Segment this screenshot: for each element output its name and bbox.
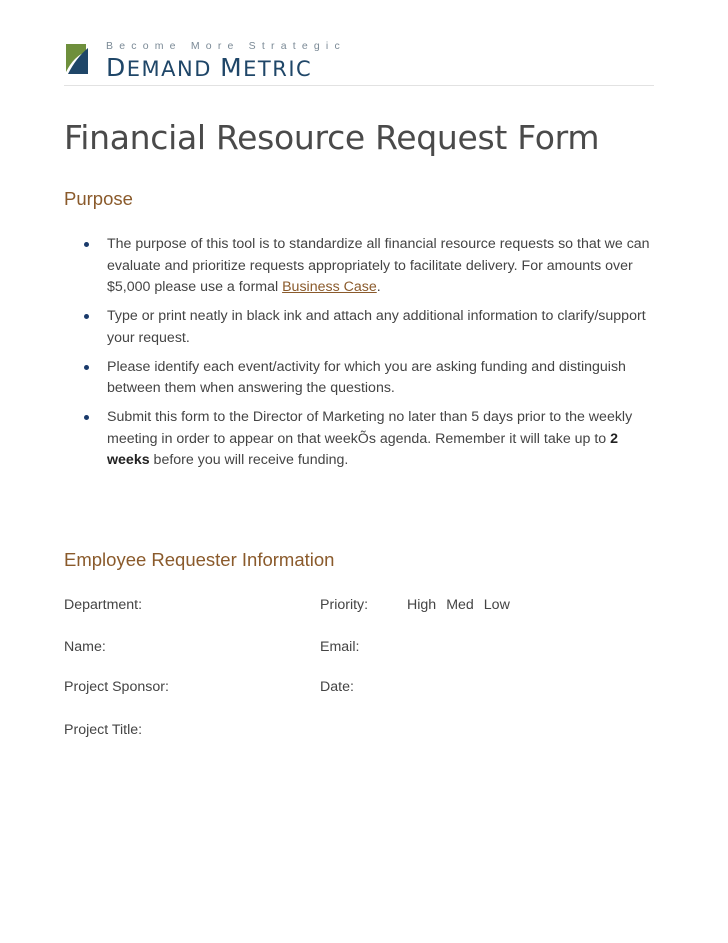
business-case-link[interactable]: Business Case [282, 279, 377, 295]
priority-med-option[interactable]: Med [446, 597, 474, 613]
purpose-list [64, 234, 664, 479]
logo-mark-icon [64, 42, 90, 76]
name-label: Name: [64, 639, 106, 655]
department-label: Department: [64, 597, 143, 613]
funding-time-emphasis: 2 weeks [107, 430, 619, 468]
priority-label: Priority: [320, 597, 369, 613]
project-sponsor-label: Project Sponsor: [64, 679, 169, 695]
logo-tagline: Become More Strategic [106, 40, 346, 52]
page-title: Financial Resource Request Form [64, 118, 600, 157]
project-title-label: Project Title: [64, 722, 143, 738]
priority-high-option[interactable]: High [407, 597, 437, 613]
bullet-icon [84, 415, 89, 420]
logo-wordmark: DEMAND METRIC [106, 53, 313, 82]
bullet-icon [84, 365, 89, 370]
email-label: Email: [320, 639, 360, 655]
date-label: Date: [320, 679, 354, 695]
demand-metric-logo [64, 38, 354, 82]
purpose-bullet-3: Please identify each event/activity for which you are asking funding and distinguish between them when answering the questions. [64, 357, 664, 400]
priority-options [407, 597, 510, 613]
purpose-bullet-4: Submit this form to the Director of Marketing no later than 5 days prior to the weekly meeting in order to appear on that weekÕs agenda. Remember it will take up to 2 weeks before you will receive funding. [64, 407, 664, 472]
priority-low-option[interactable]: Low [483, 597, 510, 613]
purpose-bullet-2: Type or print neatly in black ink and attach any additional information to clarify/support your request. [64, 306, 664, 349]
bullet-icon [84, 242, 89, 247]
bullet-icon [84, 314, 89, 319]
purpose-heading: Purpose [64, 188, 133, 209]
header-divider [64, 85, 654, 86]
employee-info-heading: Employee Requester Information [64, 549, 335, 570]
purpose-bullet-1: The purpose of this tool is to standardize all financial resource requests so that we can evaluate and prioritize requests appropriately to facilitate delivery. For amounts over $5,000 please use a formal Business Case. [64, 234, 664, 299]
